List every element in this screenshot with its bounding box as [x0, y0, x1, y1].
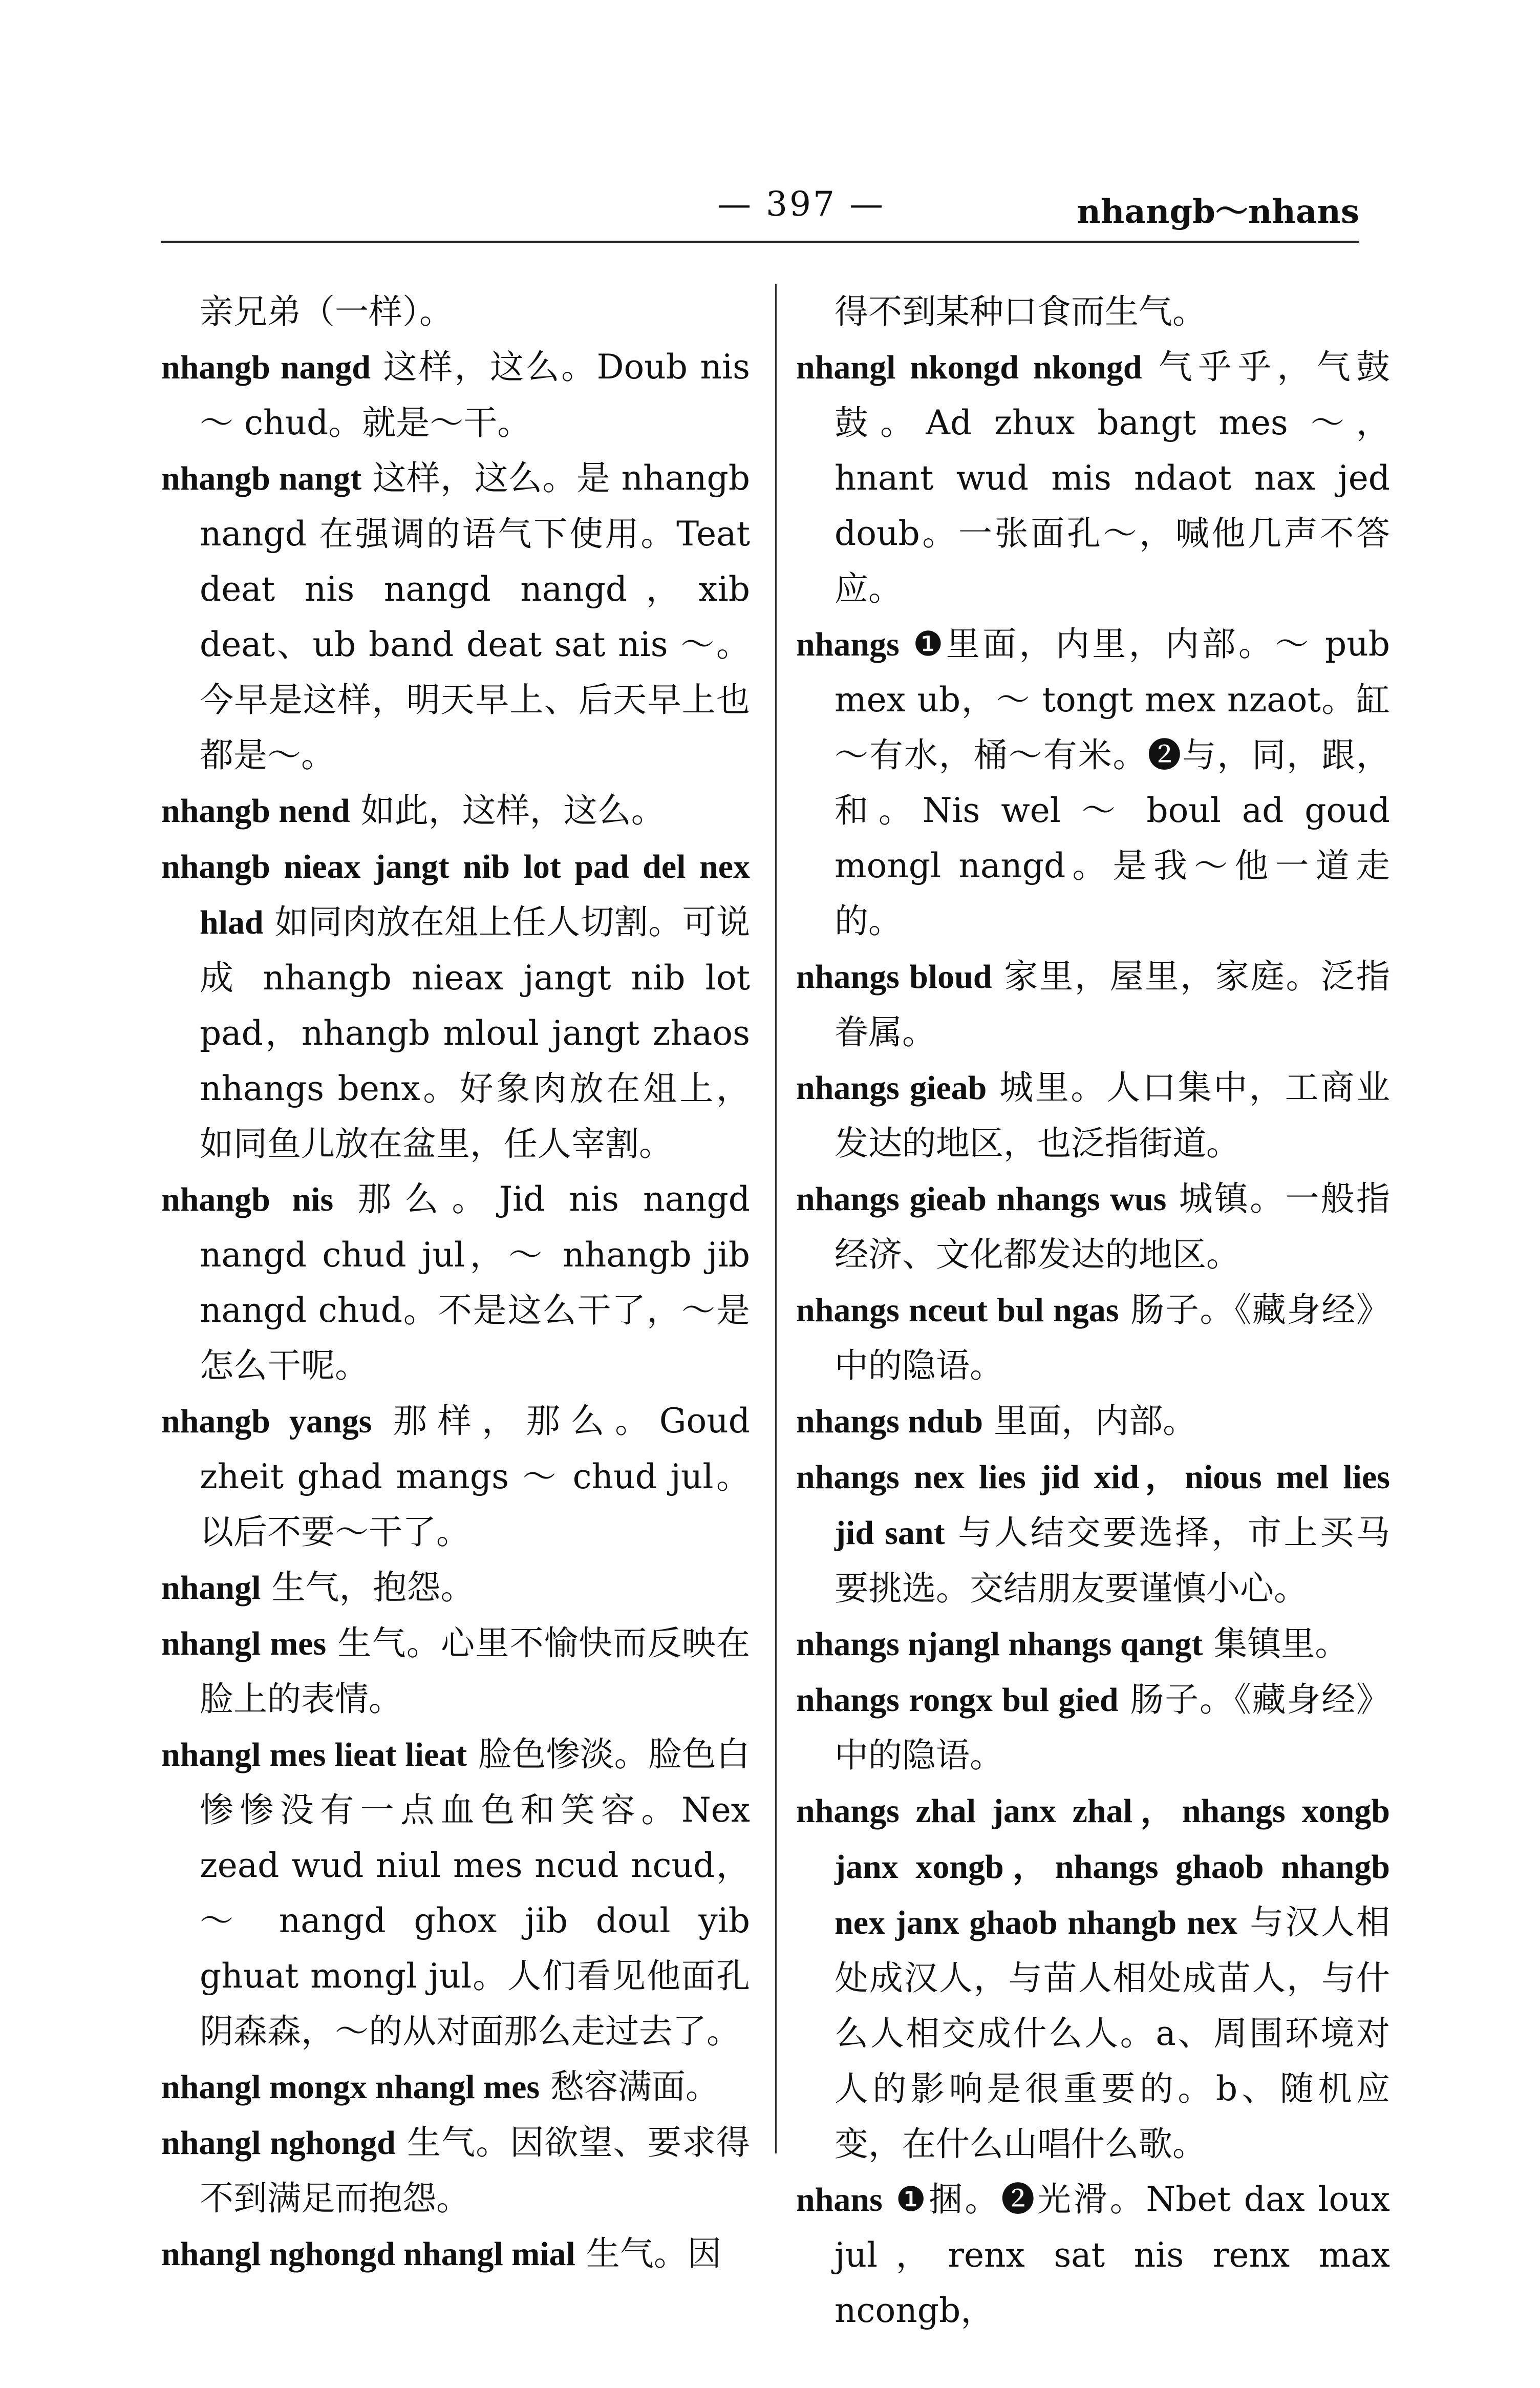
entry-headword: nhangs nex lies jid xid，nious mel lies jid sant: [796, 1459, 1390, 1552]
entry-headword: nhangl: [161, 1569, 261, 1607]
entry-definition: 生气。因欲望、要求得不到满足而抱怨。: [200, 2123, 751, 2218]
dictionary-entry: [161, 284, 750, 340]
entry-headword: nhangb nangt: [161, 460, 362, 497]
entry-definition: ❶捆。❷光滑。Nbet dax loux jul，renx sat nis renx max ncongb，: [835, 2180, 1390, 2330]
page-header: [161, 174, 1359, 230]
entry-headword: nhangs gieab nhangs wus: [796, 1180, 1167, 1218]
dictionary-entry: [796, 1672, 1390, 1783]
entry-definition: ❶里面，内里，内部。～ pub mex ub，～ tongt mex nzaot。缸～有水，桶～有米。❷与，同，跟，和。Nis wel ～ boul ad goud mongl nangd。是我～他一道走的。: [835, 624, 1390, 941]
left-column: [161, 284, 750, 2282]
dictionary-entry: [161, 839, 750, 1172]
dictionary-entry: [796, 1171, 1390, 1282]
entry-headword: nhangs njangl nhangs qangt: [796, 1625, 1203, 1663]
entry-definition: 生气。心里不愉快而反映在脸上的表情。: [200, 1623, 750, 1719]
dictionary-entry: [161, 1172, 750, 1393]
dictionary-entry: [161, 2226, 750, 2282]
entry-definition: 肠子。《藏身经》中的隐语。: [835, 1680, 1390, 1775]
dictionary-entry: [161, 451, 750, 783]
entry-definition: 城里。人口集中，工商业发达的地区，也泛指街道。: [835, 1068, 1391, 1163]
dictionary-entry: [161, 1616, 750, 1727]
dictionary-entry: [796, 1449, 1390, 1616]
entry-headword: nhangb yangs: [161, 1403, 372, 1440]
entry-headword: nhangl mes lieat lieat: [161, 1736, 467, 1773]
entry-headword: nhangl mes: [161, 1625, 327, 1662]
dictionary-entry: [161, 2115, 750, 2226]
entry-definition: 集镇里。: [1213, 1624, 1349, 1663]
dictionary-entry: [796, 1393, 1390, 1449]
entry-definition: 家里，屋里，家庭。泛指眷属。: [835, 957, 1391, 1052]
dictionary-entry: [796, 340, 1390, 617]
dictionary-entry: [161, 1727, 750, 2059]
entry-definition: 生气。因: [586, 2234, 721, 2273]
entry-definition: 城镇。一般指经济、文化都发达的地区。: [835, 1179, 1391, 1274]
entry-headword: nhangb nend: [161, 792, 350, 830]
entry-definition: 脸色惨淡。脸色白惨惨没有一点血色和笑容。Nex zead wud niul mes ncud ncud，～ nangd ghox jib doul yib ghuat mongl jul。人们看见他面孔阴森森，～的从对面那么走过去了。: [200, 1735, 750, 2051]
dictionary-entry: [796, 1783, 1390, 2172]
dictionary-entry: [161, 1393, 750, 1560]
header-rule: [161, 241, 1359, 243]
dictionary-entry: [796, 617, 1390, 949]
entry-definition: 里面，内部。: [994, 1401, 1197, 1441]
dictionary-entry: [796, 1282, 1390, 1393]
entry-definition: 如此，这样，这么。: [360, 791, 665, 830]
entry-definition: 肠子。《藏身经》中的隐语。: [835, 1290, 1391, 1385]
dictionary-entry: [796, 949, 1390, 1060]
column-divider: [775, 284, 777, 2153]
right-column: [796, 284, 1390, 2338]
entry-definition: 这样，这么。是 nhangb nangd 在强调的语气下使用。Teat deat nis nangd nangd，xib deat、ub band deat sat nis ～。今早是这样，明天早上、后天早上也都是～。: [200, 458, 750, 775]
entry-definition: 与汉人相处成汉人，与苗人相处成苗人，与什么人相交成什么人。a、周围环境对人的影响是很重要的。b、随机应变，在什么山唱什么歌。: [835, 1903, 1391, 2164]
dictionary-entry: [161, 340, 750, 451]
entry-headword: nhangl nkongd nkongd: [796, 349, 1142, 386]
dictionary-entry: [161, 1560, 750, 1616]
entry-definition: 得不到某种口食而生气。: [835, 292, 1206, 331]
entry-definition: 那么。Jid nis nangd nangd chud jul，～ nhangb jib nangd chud。不是这么干了，～是怎么干呢。: [200, 1179, 750, 1385]
page-number: — 397 —: [717, 184, 885, 224]
dictionary-entry: [161, 2059, 750, 2115]
dictionary-entry: [796, 284, 1390, 340]
entry-headword: nhangs nceut bul ngas: [796, 1292, 1119, 1329]
entry-definition: 那样，那么。Goud zheit ghad mangs ～ chud jul。以后不要～干了。: [200, 1401, 751, 1552]
entry-definition: 亲兄弟（一样）。: [200, 292, 453, 331]
entry-headword: nhangl nghongd nhangl mial: [161, 2235, 575, 2273]
entry-headword: nhangb nis: [161, 1181, 334, 1218]
entry-headword: nhangs gieab: [796, 1069, 987, 1107]
dictionary-entry: [796, 2172, 1390, 2338]
entry-headword: nhangs: [796, 626, 900, 663]
entry-headword: nhangl mongx nhangl mes: [161, 2068, 540, 2106]
running-head: nhangb～nhans: [1077, 193, 1359, 231]
entry-headword: nhangs zhal janx zhal，nhangs xongb janx xongb，nhangs ghaob nhangb nex janx ghaob nhangb nex: [796, 1792, 1390, 1941]
entry-headword: nhangb nangd: [161, 349, 371, 386]
entry-definition: 这样，这么。Doub nis ～ chud。就是～干。: [200, 347, 751, 442]
entry-headword: nhangs ndub: [796, 1403, 983, 1440]
entry-definition: 如同肉放在俎上任人切割。可说成 nhangb nieax jangt nib lot pad，nhangb mloul jangt zhaos nhangs benx。好象肉放在俎上，如同鱼儿放在盆里，任人宰割。: [200, 902, 750, 1164]
entry-headword: nhangb nieax jangt nib lot pad del nex hlad: [161, 848, 750, 941]
entry-definition: 生气，抱怨。: [271, 1568, 475, 1607]
entry-headword: nhangs bloud: [796, 958, 992, 996]
entry-definition: 气乎乎，气鼓鼓。Ad zhux bangt mes ～，hnant wud mis ndaot nax jed doub。一张面孔～，喊他几声不答应。: [835, 347, 1391, 608]
dictionary-entry: [796, 1616, 1390, 1672]
entry-headword: nhangl nghongd: [161, 2124, 396, 2162]
dictionary-entry: [161, 783, 750, 839]
entry-definition: 与人结交要选择，市上买马要挑选。交结朋友要谨慎小心。: [835, 1513, 1391, 1608]
entry-headword: nhangs rongx bul gied: [796, 1681, 1119, 1719]
dictionary-entry: [796, 1060, 1390, 1171]
entry-definition: 愁容满面。: [550, 2067, 720, 2106]
entry-headword: nhans: [796, 2181, 883, 2218]
